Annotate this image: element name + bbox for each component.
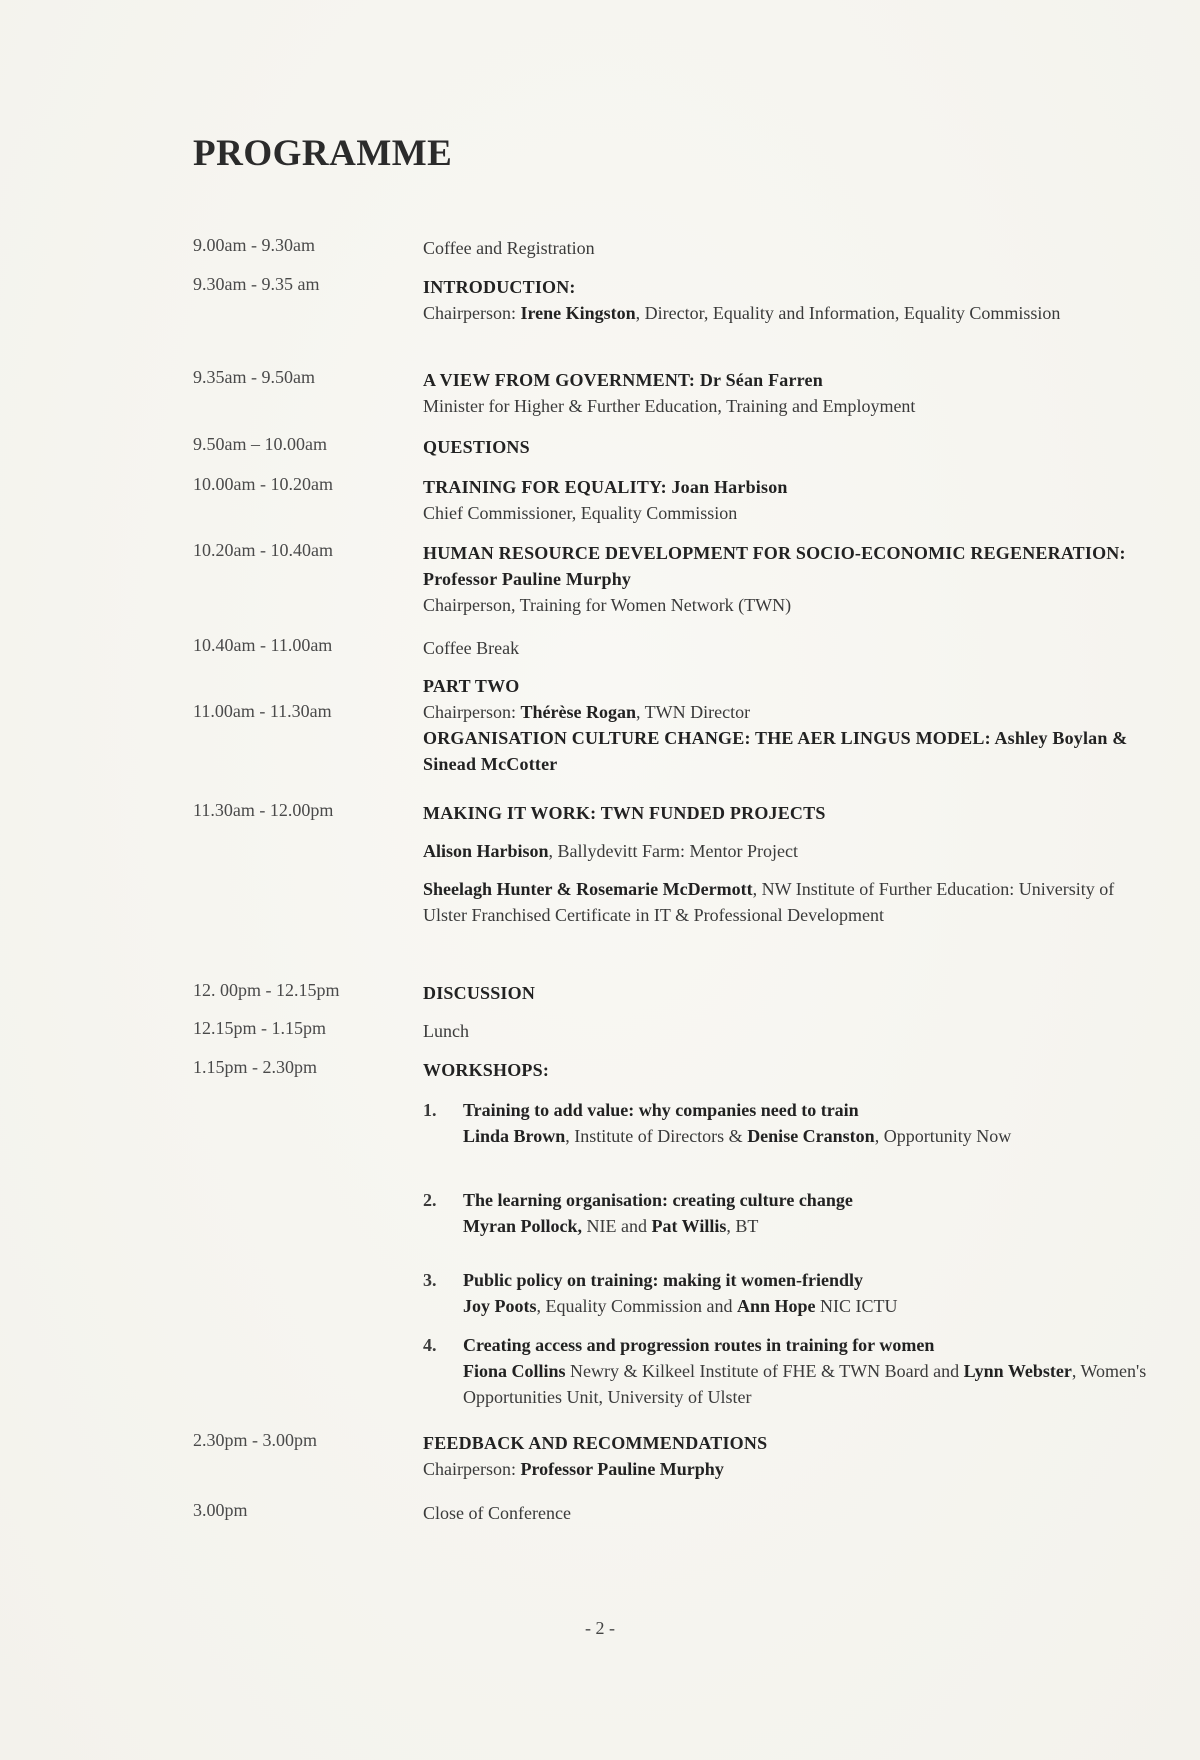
time-slot: 9.50am – 10.00am [193,434,327,454]
session-content [423,274,1153,326]
presenter-detail: , Institute of Directors & [565,1126,748,1146]
session-content [423,540,1153,618]
session-heading: A VIEW FROM GOVERNMENT: Dr Séan Farren [423,370,823,390]
chair-role: , Director, Equality and Information, Equality Commission [635,303,1061,323]
time-slot: 11.30am - 12.00pm [193,800,334,820]
project-detail: , Ballydevitt Farm: Mentor Project [548,841,799,861]
workshop-title: The learning organisation: creating culture change [463,1190,853,1210]
session-text: Coffee and Registration [423,238,595,258]
time-slot: 11.00am - 11.30am [193,701,332,721]
presenter-name: Myran Pollock, [463,1216,582,1236]
workshop-number: 2. [423,1190,437,1210]
time-slot: 12. 00pm - 12.15pm [193,980,340,1000]
workshop-title: Public policy on training: making it women-friendly [463,1270,864,1290]
page-title: PROGRAMME [193,133,453,174]
session-heading: MAKING IT WORK: TWN FUNDED PROJECTS [423,803,826,823]
chairperson-line [423,699,1153,725]
project-line [423,838,1153,864]
project-detail: , NW Institute of Further Education: University of Ulster Franchised Certificate in IT & Professional Development [423,879,1115,925]
workshop-number: 1. [423,1100,437,1120]
chair-name: Irene Kingston [520,303,636,323]
session-text: Coffee Break [423,638,520,658]
chair-label: Chairperson: [423,303,521,323]
workshop-title: Training to add value: why companies need to train [463,1100,859,1120]
section-heading: PART TWO [423,676,520,696]
workshop-number: 4. [423,1335,437,1355]
session-content [423,673,1153,777]
time-slot: 10.00am - 10.20am [193,474,333,494]
time-slot: 9.00am - 9.30am [193,235,315,255]
workshop-number: 3. [423,1270,437,1290]
presenter-detail: , BT [726,1216,759,1236]
presenter-name: Pat Willis [651,1216,727,1236]
presenter-detail: , Women's Opportunities Unit, University of Ulster [463,1361,1147,1407]
session-heading: WORKSHOPS: [423,1060,550,1080]
time-slot: 12.15pm - 1.15pm [193,1018,326,1038]
workshop-item [423,1332,1153,1410]
session-content [423,474,1153,526]
session-text: Close of Conference [423,1503,571,1523]
time-slot: 9.30am - 9.35 am [193,274,320,294]
workshop-item [423,1097,1153,1149]
presenter-detail: NIC ICTU [815,1296,898,1316]
time-slot: 10.20am - 10.40am [193,540,333,560]
workshop-item [423,1267,1153,1319]
time-slot: 9.35am - 9.50am [193,367,315,387]
chairperson-line [423,1456,1153,1482]
presenter-name: Linda Brown [463,1126,566,1146]
page-number: - 2 - [585,1618,615,1638]
presenter-detail: Newry & Kilkeel Institute of FHE & TWN Board and [565,1361,964,1381]
session-heading: QUESTIONS [423,437,530,457]
time-slot: 3.00pm [193,1500,248,1520]
session-subtitle: Chairperson, Training for Women Network (TWN) [423,595,792,615]
session-subtitle: Minister for Higher & Further Education, Training and Employment [423,396,916,416]
workshop-presenters [463,1213,1153,1239]
session-content [423,800,1153,928]
project-line [423,876,1153,928]
session-heading: INTRODUCTION: [423,277,576,297]
session-content [423,1430,1153,1482]
time-slot: 2.30pm - 3.00pm [193,1430,317,1450]
session-subtitle: Chief Commissioner, Equality Commission [423,503,738,523]
presenter-detail: , Equality Commission and [536,1296,737,1316]
session-heading: TRAINING FOR EQUALITY: Joan Harbison [423,477,788,497]
presenter-name: Joy Poots [463,1296,537,1316]
chair-label: Chairperson: [423,1459,521,1479]
workshop-title: Creating access and progression routes in training for women [463,1335,935,1355]
chair-label: Chairperson: [423,702,521,722]
workshop-presenters [463,1123,1153,1149]
programme-row [193,1057,1153,1417]
workshop-presenters [463,1358,1153,1410]
session-heading: DISCUSSION [423,983,536,1003]
workshop-item [423,1187,1153,1239]
chair-role: , TWN Director [635,702,751,722]
chairperson-line [423,300,1153,326]
chair-name: Thérèse Rogan [520,702,636,722]
workshop-presenters [463,1293,1153,1319]
presenter-name: Lynn Webster [963,1361,1072,1381]
presenter-name: Fiona Collins [463,1361,566,1381]
project-presenter: Alison Harbison [423,841,549,861]
session-heading: FEEDBACK AND RECOMMENDATIONS [423,1433,768,1453]
session-heading: ORGANISATION CULTURE CHANGE: THE AER LINGUS MODEL: Ashley Boylan & Sinead McCotter [423,728,1128,774]
session-content [423,367,1153,419]
presenter-detail: , Opportunity Now [874,1126,1012,1146]
time-slot: 10.40am - 11.00am [193,635,333,655]
presenter-name: Denise Cranston [747,1126,875,1146]
time-slot: 1.15pm - 2.30pm [193,1057,317,1077]
chair-name: Professor Pauline Murphy [520,1459,724,1479]
session-heading: HUMAN RESOURCE DEVELOPMENT FOR SOCIO-ECONOMIC REGENERATION: Professor Pauline Murphy [423,543,1126,589]
project-presenter: Sheelagh Hunter & Rosemarie McDermott [423,879,753,899]
presenter-detail: NIE and [582,1216,652,1236]
presenter-name: Ann Hope [737,1296,816,1316]
session-text: Lunch [423,1021,469,1041]
